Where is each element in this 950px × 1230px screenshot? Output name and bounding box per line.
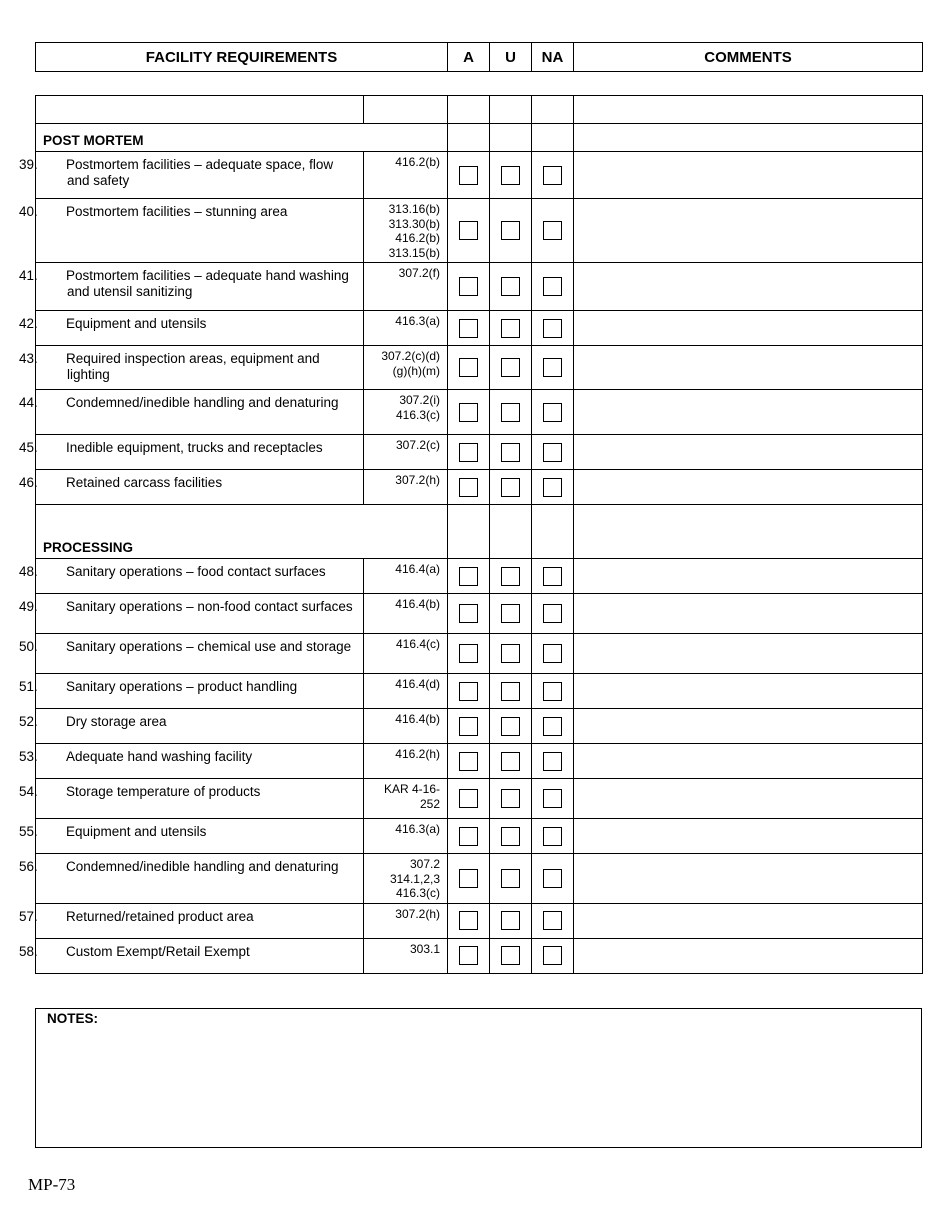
checkbox-na[interactable] [543,644,562,663]
requirement-text-cell [19,263,364,311]
checkbox-na[interactable] [543,166,562,185]
checkbox-cell-a [448,559,490,594]
checkbox-cell-na [532,594,574,634]
requirement-text-cell [19,854,364,904]
regulation-code: 307.2(h) [364,470,448,505]
checkbox-cell-na [532,470,574,505]
comments-cell[interactable] [574,559,923,594]
checkbox-a[interactable] [459,319,478,338]
requirement-row [36,559,923,594]
requirement-number: 41. [19,268,38,283]
checkbox-a[interactable] [459,717,478,736]
checkbox-cell-na [532,559,574,594]
checkbox-cell-na [532,938,574,973]
regulation-code: 303.1 [364,938,448,973]
requirement-text-cell [19,819,364,854]
checkbox-a[interactable] [459,869,478,888]
regulation-code: 416.4(b) [364,594,448,634]
comments-cell[interactable] [574,903,923,938]
checkbox-cell-a [448,903,490,938]
checkbox-u[interactable] [501,221,520,240]
checkbox-cell-na [532,152,574,199]
regulation-code: 307.2(f) [364,263,448,311]
requirement-text-cell [19,674,364,709]
checkbox-cell-u [490,938,532,973]
checkbox-cell-a [448,674,490,709]
requirement-number: 48. [19,564,38,579]
requirement-text-cell [19,938,364,973]
requirement-label: Sanitary operations – food contact surfaces [66,564,326,579]
checkbox-u[interactable] [501,911,520,930]
requirements-table [19,95,923,974]
comments-cell[interactable] [574,744,923,779]
checkbox-cell-na [532,390,574,435]
regulation-code: 313.16(b) 313.30(b) 416.2(b) 313.15(b) [364,199,448,263]
requirement-row [36,674,923,709]
col-a-header: A [448,43,490,72]
requirement-label: Condemned/inedible handling and denaturing [66,859,339,874]
requirement-label: Dry storage area [66,714,167,729]
checkbox-cell-na [532,744,574,779]
blank-row [36,96,923,124]
requirement-label: Condemned/inedible handling and denaturing [66,395,339,410]
comments-cell[interactable] [574,594,923,634]
checkbox-u[interactable] [501,166,520,185]
checkbox-u[interactable] [501,567,520,586]
comments-cell[interactable] [574,263,923,311]
requirement-number: 39. [19,157,38,172]
notes-box[interactable] [35,1008,922,1148]
checkbox-a[interactable] [459,166,478,185]
comments-header: COMMENTS [574,43,923,72]
checkbox-cell-na [532,779,574,819]
checkbox-na[interactable] [543,827,562,846]
checkbox-u[interactable] [501,319,520,338]
checkbox-a[interactable] [459,604,478,623]
regulation-code: 307.2 314.1,2,3 416.3(c) [364,854,448,904]
checkbox-cell-na [532,311,574,346]
checkbox-cell-u [490,709,532,744]
regulation-code: 416.2(b) [364,152,448,199]
requirement-number: 51. [19,679,38,694]
checkbox-a[interactable] [459,277,478,296]
checkbox-cell-na [532,435,574,470]
comments-cell[interactable] [574,938,923,973]
checkbox-u[interactable] [501,358,520,377]
checkbox-cell-u [490,199,532,263]
checkbox-na[interactable] [543,752,562,771]
requirement-row [36,594,923,634]
requirement-text-cell [19,311,364,346]
checkbox-a[interactable] [459,946,478,965]
regulation-code: 416.2(h) [364,744,448,779]
requirement-number: 53. [19,749,38,764]
checkbox-cell-na [532,819,574,854]
requirement-text-cell [19,559,364,594]
requirement-number: 43. [19,351,38,366]
requirement-row [36,744,923,779]
checkbox-cell-u [490,903,532,938]
checkbox-cell-a [448,709,490,744]
requirement-row [36,709,923,744]
checkbox-cell-na [532,634,574,674]
section-title-processing: PROCESSING [36,505,448,559]
checkbox-cell-a [448,594,490,634]
requirement-number: 42. [19,316,38,331]
checkbox-u[interactable] [501,604,520,623]
requirement-number: 49. [19,599,38,614]
regulation-code: 416.4(a) [364,559,448,594]
comments-cell[interactable] [574,152,923,199]
comments-cell[interactable] [574,674,923,709]
checkbox-cell-na [532,346,574,390]
checkbox-a[interactable] [459,752,478,771]
checkbox-cell-u [490,470,532,505]
requirement-label: Equipment and utensils [66,316,207,331]
requirement-number: 57. [19,908,38,924]
checkbox-u[interactable] [501,277,520,296]
requirement-row [36,938,923,973]
requirement-text-cell [19,346,364,390]
checkbox-cell-u [490,674,532,709]
checkbox-cell-u [490,854,532,904]
requirement-number: 40. [19,204,38,219]
checkbox-na[interactable] [543,319,562,338]
checkbox-cell-u [490,390,532,435]
checkbox-na[interactable] [543,277,562,296]
comments-cell[interactable] [574,311,923,346]
checkbox-u[interactable] [501,682,520,701]
requirement-number: 55. [19,824,38,839]
checkbox-cell-u [490,346,532,390]
comments-cell[interactable] [574,390,923,435]
requirement-row [36,435,923,470]
requirement-label: Equipment and utensils [66,824,207,839]
checkbox-cell-a [448,938,490,973]
comments-cell[interactable] [574,709,923,744]
checkbox-u[interactable] [501,827,520,846]
checkbox-na[interactable] [543,946,562,965]
checkbox-na[interactable] [543,911,562,930]
checkbox-cell-a [448,346,490,390]
checkbox-cell-na [532,709,574,744]
regulation-code: KAR 4-16- 252 [364,779,448,819]
checkbox-cell-u [490,819,532,854]
requirement-row [36,311,923,346]
notes-label: NOTES: [47,1011,99,1026]
requirement-number: 56. [19,859,38,874]
requirement-label: Inedible equipment, trucks and receptacles [66,440,323,455]
checkbox-u[interactable] [501,717,520,736]
requirement-row [36,263,923,311]
checkbox-a[interactable] [459,567,478,586]
requirement-text-cell [19,634,364,674]
checkbox-cell-na [532,854,574,904]
checkbox-cell-a [448,779,490,819]
comments-cell[interactable] [574,779,923,819]
checkbox-cell-a [448,199,490,263]
checkbox-cell-a [448,819,490,854]
requirement-row [36,346,923,390]
requirement-text-cell [19,390,364,435]
checkbox-cell-u [490,311,532,346]
requirement-label: Postmortem facilities – stunning area [66,204,288,219]
checkbox-cell-na [532,263,574,311]
checkbox-cell-u [490,634,532,674]
requirement-text-cell [19,152,364,199]
checkbox-cell-u [490,152,532,199]
header-table [35,42,923,72]
checkbox-na[interactable] [543,478,562,497]
checkbox-u[interactable] [501,869,520,888]
checkbox-na[interactable] [543,358,562,377]
requirement-row [36,819,923,854]
requirement-row [36,903,923,938]
regulation-code: 307.2(h) [364,903,448,938]
requirement-number: 58. [19,943,38,959]
requirement-text-cell [19,594,364,634]
checkbox-cell-u [490,263,532,311]
checkbox-cell-a [448,435,490,470]
requirement-label: Postmortem facilities – adequate space, flow and safety [66,157,334,188]
regulation-code: 307.2(i) 416.3(c) [364,390,448,435]
checkbox-cell-a [448,854,490,904]
checkbox-u[interactable] [501,403,520,422]
checkbox-cell-u [490,435,532,470]
comments-cell[interactable] [574,435,923,470]
requirement-label: Postmortem facilities – adequate hand washing and utensil sanitizing [66,268,349,299]
requirement-number: 50. [19,639,38,654]
requirement-label: Returned/retained product area [66,908,254,924]
regulation-code: 416.4(d) [364,674,448,709]
checkbox-a[interactable] [459,358,478,377]
requirement-number: 46. [19,475,38,490]
checkbox-a[interactable] [459,827,478,846]
checkbox-cell-na [532,199,574,263]
requirement-label: Custom Exempt/Retail Exempt [66,943,250,959]
requirement-label: Sanitary operations – chemical use and storage [66,639,352,654]
requirement-label: Retained carcass facilities [66,475,223,490]
checkbox-cell-na [532,903,574,938]
checkbox-a[interactable] [459,478,478,497]
checkbox-cell-na [532,674,574,709]
checkbox-na[interactable] [543,682,562,701]
facility-requirements-header: FACILITY REQUIREMENTS [36,43,448,72]
checkbox-cell-u [490,744,532,779]
requirement-label: Adequate hand washing facility [66,749,253,764]
requirement-text-cell [19,709,364,744]
section-row-post-mortem [36,124,923,152]
checkbox-cell-a [448,390,490,435]
requirement-number: 54. [19,784,38,799]
checkbox-cell-a [448,311,490,346]
requirement-label: Required inspection areas, equipment and lighting [66,351,320,382]
requirement-row [36,390,923,435]
col-u-header: U [490,43,532,72]
regulation-code: 307.2(c) [364,435,448,470]
checkbox-a[interactable] [459,221,478,240]
regulation-code: 416.3(a) [364,819,448,854]
section-row-processing [36,505,923,559]
requirement-text-cell [19,470,364,505]
checkbox-a[interactable] [459,789,478,808]
checkbox-a[interactable] [459,911,478,930]
checkbox-cell-u [490,779,532,819]
checkbox-u[interactable] [501,644,520,663]
requirement-row [36,854,923,904]
regulation-code: 416.4(b) [364,709,448,744]
section-title-post-mortem: POST MORTEM [36,124,448,152]
checkbox-a[interactable] [459,682,478,701]
requirement-text-cell [19,435,364,470]
checkbox-u[interactable] [501,752,520,771]
requirement-text-cell [19,779,364,819]
requirement-number: 45. [19,440,38,455]
requirement-number: 52. [19,714,38,729]
comments-cell[interactable] [574,346,923,390]
checkbox-cell-u [490,594,532,634]
comments-cell[interactable] [574,470,923,505]
requirement-label: Sanitary operations – non-food contact surfaces [66,599,353,614]
requirement-row [36,199,923,263]
checkbox-a[interactable] [459,403,478,422]
checkbox-na[interactable] [543,567,562,586]
requirement-number: 44. [19,395,38,410]
checkbox-cell-a [448,470,490,505]
checkbox-na[interactable] [543,869,562,888]
checkbox-na[interactable] [543,403,562,422]
checkbox-u[interactable] [501,789,520,808]
regulation-code: 416.3(a) [364,311,448,346]
requirement-text-cell [19,903,364,938]
checkbox-na[interactable] [543,221,562,240]
comments-cell[interactable] [574,819,923,854]
checkbox-u[interactable] [501,478,520,497]
checkbox-cell-a [448,634,490,674]
comments-cell[interactable] [574,854,923,904]
checkbox-u[interactable] [501,443,520,462]
requirement-text-cell [19,744,364,779]
requirement-row [36,779,923,819]
requirement-label: Storage temperature of products [66,784,261,799]
checkbox-cell-a [448,152,490,199]
requirement-text-cell [19,199,364,263]
form-id: MP-73 [28,1175,76,1194]
requirement-row [36,634,923,674]
requirement-label: Sanitary operations – product handling [66,679,298,694]
col-na-header: NA [532,43,574,72]
comments-cell[interactable] [574,634,923,674]
regulation-code: 416.4(c) [364,634,448,674]
requirement-row [36,152,923,199]
comments-cell[interactable] [574,199,923,263]
requirement-row [36,470,923,505]
checkbox-cell-a [448,744,490,779]
regulation-code: 307.2(c)(d) (g)(h)(m) [364,346,448,390]
checkbox-cell-a [448,263,490,311]
checkbox-cell-u [490,559,532,594]
checkbox-a[interactable] [459,443,478,462]
checkbox-na[interactable] [543,443,562,462]
checkbox-na[interactable] [543,717,562,736]
checkbox-a[interactable] [459,644,478,663]
checkbox-na[interactable] [543,789,562,808]
checkbox-u[interactable] [501,946,520,965]
checkbox-na[interactable] [543,604,562,623]
